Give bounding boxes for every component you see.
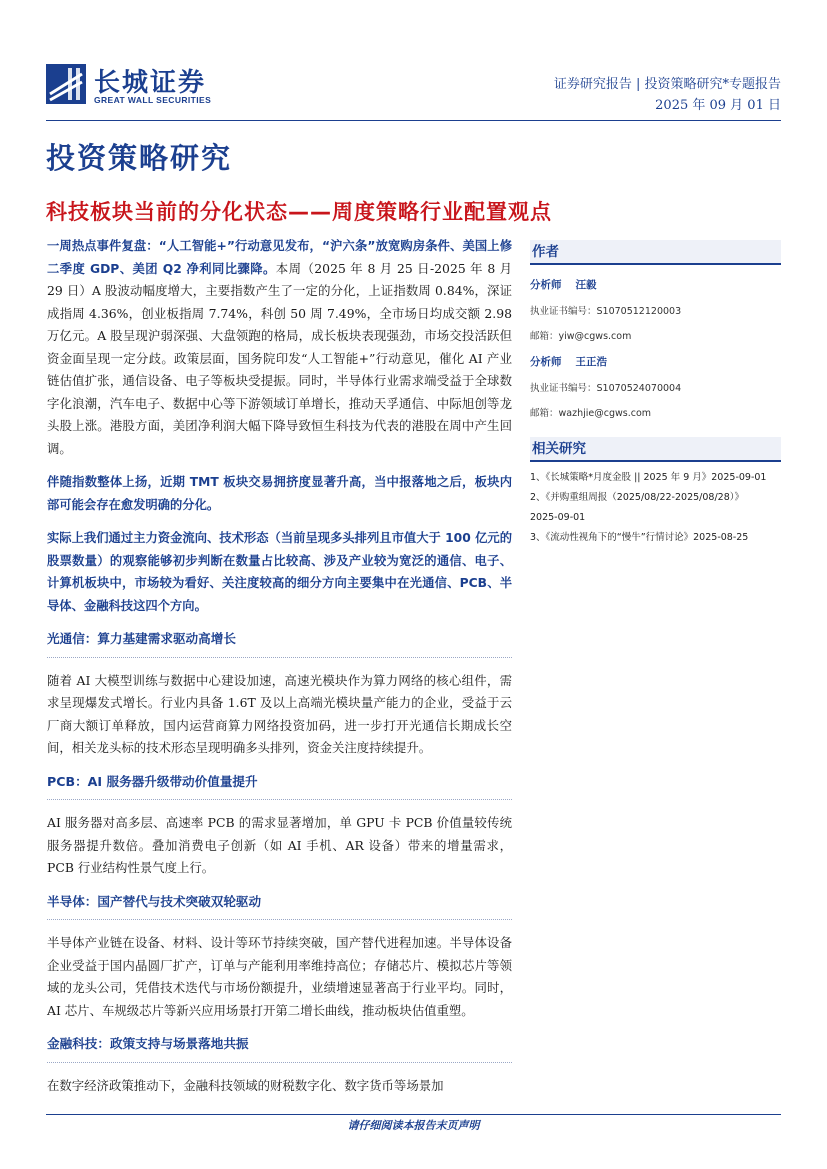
paragraph-tmt-crowding — [47, 471, 512, 516]
email-link[interactable]: wazhjie@cgws.com — [558, 408, 652, 419]
logo-chinese-name: 长城证券 — [94, 68, 207, 98]
paragraph-bold-text: 伴随指数整体上扬，近期 TMT 板块交易拥挤度显著升高，当中报落地之后，板块内部可能会存在愈发明确的分化。 — [47, 475, 512, 512]
subheading-pcb — [47, 771, 512, 801]
paragraph-bold-text: 实际上我们通过主力资金流向、技术形态（当前呈现多头排列且市值大于 100 亿元的股票数量）的观察能够初步判断在数量占比较高、涉及产业较为宽泛的通信、电子、计算机板块中，市场较为看好、关注度较高的细分方向主要集中在光通信、PCB、半导体、金融科技这四个方向。 — [47, 531, 512, 613]
analyst-name: 王正浩 — [575, 356, 607, 368]
subheading-text: PCB：AI 服务器升级带动价值量提升 — [47, 773, 258, 789]
analyst-2-email — [530, 405, 781, 419]
paragraph-fintech: 在数字经济政策推动下，金融科技领域的财税数字化、数字货币等场景加 — [47, 1077, 444, 1093]
paragraph-semiconductor: 半导体产业链在设备、材料、设计等环节持续突破，国产替代进程加速。半导体设备企业受益于国内晶圆厂扩产，订单与产能利用率维持高位；存储芯片、模拟芯片等领域的龙头公司，凭借技术迭代与市场份额提升，业绩增速显著高于行业平均。同时，AI 芯片、车规级芯片等新兴应用场景打开第二增长曲线，推动板块估值重塑。 — [47, 935, 512, 1018]
email-label: 邮箱： — [530, 408, 559, 419]
paragraph-weekly-review — [47, 235, 512, 460]
sidebar — [530, 240, 781, 548]
email-label: 邮箱： — [530, 331, 559, 342]
subheading-semiconductor — [47, 891, 512, 921]
subheading-fintech — [47, 1033, 512, 1063]
subheading-text: 半导体：国产替代与技术突破双轮驱动 — [47, 893, 262, 909]
related-item[interactable]: 3、《流动性视角下的“慢牛”行情讨论》2025-08-25 — [530, 532, 749, 543]
subheading-optical — [47, 628, 512, 658]
cert-number: S1070524070004 — [596, 383, 682, 394]
subheading-text: 金融科技：政策支持与场景落地共振 — [47, 1036, 249, 1051]
paragraph-sector-focus — [47, 527, 512, 617]
report-type-label: 证券研究报告 | 投资策略研究*专题报告 — [553, 77, 781, 92]
paragraph-text: 本周（2025 年 8 月 25 日-2025 年 8 月 29 日）A 股波动幅度增大，主要指数产生了一定的分化，上证指数周 0.84%，深证成指周 4.36%，创业板指周 7.74%，科创 50 周 7.49%，全市场日均成交额 2.98 万亿元。A 股呈现沪弱深强、大盘领跑的格局，成长板块表现强劲，市场交投活跃但资金面呈现一定分歧。政策层面，国务院印发“人工智能+”行动意见，催化 AI 产业链估值扩张，通信设备、电子等板块受提振。同时，半导体行业需求端受益于全球数字化浪潮，汽车电子、数据中心等下游领域订单增长，推动天孚通信、中际旭创等龙头股上涨。港股方面，美团净利润大幅下降导致恒生科技为代表的港股在周中产生回调。 — [47, 260, 513, 456]
header-divider — [46, 120, 781, 121]
analyst-1 — [530, 277, 781, 292]
related-item[interactable]: 1、《长城策略*月度金股 || 2025 年 9 月》2025-09-01 — [530, 472, 767, 483]
paragraph-lead: 一周热点事件复盘：“人工智能+”行动意见发布，“沪六条”放宽购房条件、美国上修二季度 GDP、美团 Q2 净利同比骤降。 — [47, 239, 512, 276]
section-title: 投资策略研究 — [46, 141, 233, 175]
analyst-name: 汪毅 — [575, 279, 597, 291]
related-research-list — [530, 468, 781, 548]
analyst-2-cert — [530, 380, 781, 394]
report-date: 2025 年 09 月 01 日 — [655, 98, 781, 113]
cert-number: S1070512120003 — [596, 306, 682, 317]
related-item-date: 2025-09-01 — [530, 512, 586, 523]
analyst-1-cert — [530, 303, 781, 317]
analyst-2 — [530, 354, 781, 369]
subheading-text: 光通信：算力基建需求驱动高增长 — [47, 631, 236, 646]
analyst-role: 分析师 — [530, 279, 562, 291]
paragraph-optical: 随着 AI 大模型训练与数据中心建设加速，高速光模块作为算力网络的核心组件，需求呈现爆发式增长。行业内具备 1.6T 及以上高端光模块量产能力的企业，受益于云厂商大额订单释放，国内运营商算力网络投资加码，进一步打开光通信长期成长空间，相关龙头标的技术形态呈现明确多头排列，资金关注度持续提升。 — [47, 672, 512, 755]
main-body — [47, 235, 512, 1108]
related-item[interactable]: 2、《并购重组周报（2025/08/22-2025/08/28）》 — [530, 492, 744, 503]
authors-heading: 作者 — [530, 240, 781, 265]
analyst-role: 分析师 — [530, 356, 562, 368]
report-main-title: 科技板块当前的分化状态——周度策略行业配置观点 — [46, 200, 552, 224]
related-research-heading: 相关研究 — [530, 437, 781, 462]
paragraph-pcb: AI 服务器对高多层、高速率 PCB 的需求显著增加，单 GPU 卡 PCB 价值量较传统服务器提升数倍。叠加消费电子创新（如 AI 手机、AR 设备）带来的增量需求，PCB 行业结构性景气度上行。 — [47, 815, 512, 875]
logo-english-name: GREAT WALL SECURITIES — [94, 95, 212, 105]
footer-disclaimer: 请仔细阅读本报告末页声明 — [347, 1119, 480, 1132]
great-wall-logo-icon — [46, 64, 86, 104]
cert-label: 执业证书编号： — [530, 383, 597, 394]
analyst-1-email — [530, 328, 781, 342]
cert-label: 执业证书编号： — [530, 306, 597, 317]
email-link[interactable]: yiw@cgws.com — [558, 331, 632, 342]
footer-divider — [46, 1114, 781, 1115]
